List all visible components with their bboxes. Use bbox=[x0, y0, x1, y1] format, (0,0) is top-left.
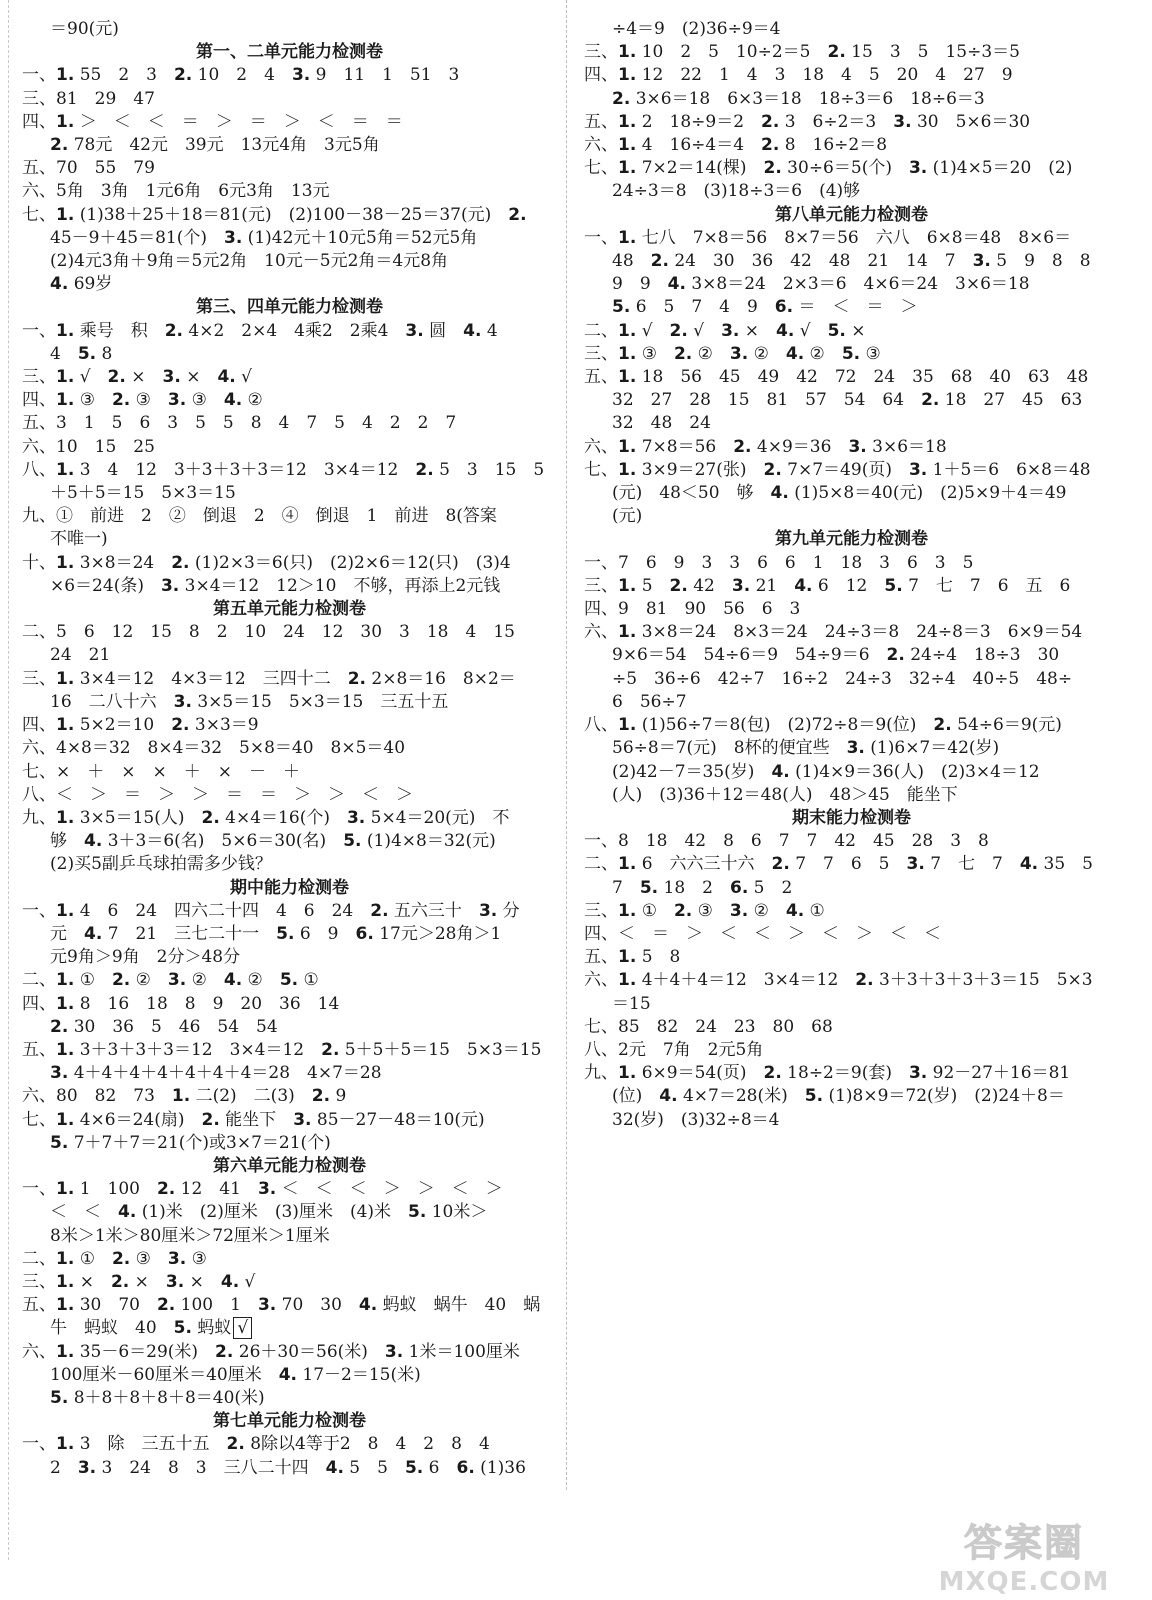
section-title: 第九单元能力检测卷 bbox=[775, 529, 928, 550]
answer-line: 4 5. 8 bbox=[50, 343, 113, 364]
answer-line: 九、① 前进 2 ② 倒退 2 ④ 倒退 1 前进 8(答案 bbox=[22, 506, 497, 527]
answer-line: 四、1. 8 16 18 8 9 20 36 14 bbox=[22, 993, 340, 1014]
answer-line: 不唯一) bbox=[50, 529, 108, 550]
section-title: 第三、四单元能力检测卷 bbox=[196, 297, 383, 318]
answer-line: 八、＜ ＞ ＝ ＞ ＞ ＝ ＝ ＞ ＞ ＜ ＞ bbox=[22, 784, 413, 805]
answer-line: 9 9 4. 3×8＝24 2×3＝6 4×6＝24 3×6＝18 bbox=[612, 274, 1030, 295]
answer-line: 牛 蚂蚁 40 5. 蚂蚁 √ bbox=[22, 1317, 557, 1340]
answer-line: 一、1. 乘号 积 2. 4×2 2×4 4乘2 2乘4 3. 圆 4. 4 bbox=[22, 320, 498, 341]
answer-line: 8米＞1米＞80厘米＞72厘米＞1厘米 bbox=[50, 1225, 330, 1246]
answer-line: 三、1. ① 2. ③ 3. ② 4. ① bbox=[584, 900, 825, 921]
answer-line: 48 2. 24 30 36 42 48 21 14 7 3. 5 9 8 8 bbox=[612, 251, 1091, 272]
left-column bbox=[22, 18, 557, 1480]
answer-line: 二、5 6 12 15 8 2 10 24 12 30 3 18 4 15 bbox=[22, 622, 515, 643]
answer-line: 五、1. 30 70 2. 100 1 3. 70 30 4. 蚂蚁 蜗牛 40 蜗 bbox=[22, 1295, 541, 1316]
answer-line: 24 21 bbox=[50, 645, 111, 666]
answer-line: 四、1. 5×2＝10 2. 3×3＝9 bbox=[22, 715, 259, 736]
answer-line: 5. 8＋8＋8＋8＋8＝40(米) bbox=[50, 1387, 265, 1408]
section-title: 第五单元能力检测卷 bbox=[213, 599, 366, 620]
answer-line: 三、81 29 47 bbox=[22, 88, 155, 109]
answer-line: 三、1. 5 2. 42 3. 21 4. 6 12 5. 7 七 7 6 五 6 bbox=[584, 575, 1071, 596]
answer-line: (位) 4. 4×7＝28(米) 5. (1)8×9＝72(岁) (2)24＋8＝ bbox=[612, 1086, 1065, 1107]
answer-line: (2)买5副乒乓球拍需多少钱？ bbox=[50, 854, 272, 875]
section-title: 期末能力检测卷 bbox=[792, 807, 911, 828]
answer-line: 9×6＝54 54÷6＝9 54÷9＝6 2. 24÷4 18÷3 30 bbox=[612, 645, 1060, 666]
answer-line: 2 3. 3 24 8 3 三八二十四 4. 5 5 5. 6 6. (1)36 bbox=[50, 1457, 526, 1478]
answer-line: 八、1. (1)56÷7＝8(包) (2)72÷8＝9(位) 2. 54÷6＝9(元) bbox=[584, 715, 1062, 736]
answer-line: 四、1. ＞ ＜ ＜ ＝ ＞ ＝ ＞ ＜ ＝ ＝ bbox=[22, 111, 403, 132]
answer-line: 三、1. × 2. × 3. × 4. √ bbox=[22, 1271, 256, 1292]
answer-line: 4. 69岁 bbox=[50, 274, 113, 295]
answer-line: 五、1. 18 56 45 49 42 72 24 35 68 40 63 48 bbox=[584, 367, 1089, 388]
watermark-bottom-text: MXQE.COM bbox=[938, 1567, 1110, 1597]
answer-line: 24÷3＝8 (3)18÷3＝6 (4)够 bbox=[612, 181, 861, 202]
watermark-logo bbox=[924, 1512, 1124, 1597]
answer-line: 四、＜ ＝ ＞ ＜ ＜ ＞ ＜ ＞ ＜ ＜ bbox=[584, 923, 941, 944]
answer-line: 一、8 18 42 8 6 7 7 42 45 28 3 8 bbox=[584, 831, 989, 852]
answer-line: ＝90(元) bbox=[50, 19, 119, 39]
answer-line: 7 5. 18 2 6. 5 2 bbox=[612, 877, 793, 898]
answer-line: 七、1. 7×2＝14(棵) 2. 30÷6＝5(个) 3. (1)4×5＝20 (2) bbox=[584, 158, 1073, 179]
answer-line: 四、9 81 90 56 6 3 bbox=[584, 599, 801, 620]
answer-line: 一、7 6 9 3 3 6 6 1 18 3 6 3 5 bbox=[584, 552, 974, 573]
answer-line: 五、1. 2 18÷9＝2 2. 3 6÷2＝3 3. 30 5×6＝30 bbox=[584, 111, 1031, 132]
right-column bbox=[584, 18, 1119, 1132]
answer-line: 六、5角 3角 1元6角 6元3角 13元 bbox=[22, 181, 330, 202]
section-title: 期中能力检测卷 bbox=[230, 877, 349, 898]
answer-line: 2. 78元 42元 39元 13元4角 3元5角 bbox=[50, 135, 380, 156]
answer-line: 三、1. ③ 2. ② 3. ② 4. ② 5. ③ bbox=[584, 343, 881, 364]
answer-line: 五、70 55 79 bbox=[22, 158, 155, 179]
answer-line: 十、1. 3×8＝24 2. (1)2×3＝6(只) (2)2×6＝12(只) (3)4 bbox=[22, 552, 511, 573]
answer-line: ＜ ＜ 4. (1)米 (2)厘米 (3)厘米 (4)米 5. 10米＞ bbox=[50, 1202, 488, 1223]
section-title: 第七单元能力检测卷 bbox=[213, 1411, 366, 1432]
answer-line: 八、2元 7角 2元5角 bbox=[584, 1039, 764, 1060]
answer-line: 九、1. 3×5＝15(人) 2. 4×4＝16(个) 3. 5×4＝20(元) 不 bbox=[22, 807, 510, 828]
answer-line: (人) (3)36＋12＝48(人) 48＞45 能坐下 bbox=[612, 784, 958, 805]
answer-line: (元) bbox=[612, 506, 643, 527]
section-title: 第一、二单元能力检测卷 bbox=[196, 42, 383, 63]
answer-line: 五、1. 5 8 bbox=[584, 947, 681, 968]
answer-line: 三、1. 10 2 5 10÷2＝5 2. 15 3 5 15÷3＝5 bbox=[584, 42, 1020, 63]
answer-line: 一、1. 55 2 3 2. 10 2 4 3. 9 11 1 51 3 bbox=[22, 65, 460, 86]
binding-edge-rule bbox=[8, 0, 9, 1560]
answer-line: 六、1. 7×8＝56 2. 4×9＝36 3. 3×6＝18 bbox=[584, 436, 947, 457]
answer-line: 一、1. 3 除 三五十五 2. 8除以4等于2 8 4 2 8 4 bbox=[22, 1434, 490, 1455]
answer-line: 56÷8＝7(元) 8杯的便宜些 3. (1)6×7＝42(岁) bbox=[612, 738, 1000, 759]
answer-line: 16 二八十六 3. 3×5＝15 5×3＝15 三五十五 bbox=[50, 691, 449, 712]
answer-line: 四、1. ③ 2. ③ 3. ③ 4. ② bbox=[22, 390, 263, 411]
answer-line: (2)42－7＝35(岁) 4. (1)4×9＝36(人) (2)3×4＝12 bbox=[612, 761, 1040, 782]
answer-line: 二、1. 6 六六三十六 2. 7 7 6 5 3. 7 七 7 4. 35 5 bbox=[584, 854, 1093, 875]
answer-line: 够 4. 3＋3＝6(名) 5×6＝30(名) 5. (1)4×8＝32(元) bbox=[50, 831, 496, 852]
section-title: 第八单元能力检测卷 bbox=[775, 204, 928, 225]
answer-line: 3. 4＋4＋4＋4＋4＋4＋4＝28 4×7＝28 bbox=[50, 1063, 382, 1084]
answer-line: 九、1. 6×9＝54(页) 2. 18÷2＝9(套) 3. 92－27＋16＝81 bbox=[584, 1063, 1071, 1084]
answer-line: 二、1. √ 2. √ 3. × 4. √ 5. × bbox=[584, 320, 866, 341]
answer-line: 七、85 82 24 23 80 68 bbox=[584, 1016, 833, 1037]
watermark-top-text: 答案圈 bbox=[963, 1521, 1084, 1565]
answer-line: 三、1. √ 2. × 3. × 4. √ bbox=[22, 367, 252, 388]
answer-line: 32 27 28 15 81 57 54 64 2. 18 27 45 63 bbox=[612, 390, 1083, 411]
answer-line: ＝15 bbox=[612, 993, 651, 1014]
answer-line: 七、1. 3×9＝27(张) 2. 7×7＝49(页) 3. 1＋5＝6 6×8＝48 bbox=[584, 459, 1091, 480]
column-divider bbox=[566, 0, 567, 1490]
answer-line: 一、1. 七八 7×8＝56 8×7＝56 六八 6×8＝48 8×6＝ bbox=[584, 227, 1072, 248]
answer-line: 八、1. 3 4 12 3＋3＋3＋3＝12 3×4＝12 2. 5 3 15 5 bbox=[22, 459, 545, 480]
answer-line: 元 4. 7 21 三七二十一 5. 6 9 6. 17元＞28角＞1 bbox=[50, 923, 502, 944]
answer-line: 六、80 82 73 1. 二(2) 二(3) 2. 9 bbox=[22, 1086, 347, 1107]
answer-line: 二、1. ① 2. ③ 3. ③ bbox=[22, 1248, 207, 1269]
answer-line: 2. 30 36 5 46 54 54 bbox=[50, 1016, 278, 1037]
answer-line: 32(岁) (3)32÷8＝4 bbox=[612, 1109, 780, 1130]
answer-line: 四、1. 12 22 1 4 3 18 4 5 20 4 27 9 bbox=[584, 65, 1013, 86]
answer-line: 六、1. 35－6＝29(米) 2. 26＋30＝56(米) 3. 1米＝100厘米 bbox=[22, 1341, 520, 1362]
answer-line: 5. 7＋7＋7＝21(个)或3×7＝21(个) bbox=[50, 1132, 331, 1153]
answer-line: 六、10 15 25 bbox=[22, 436, 155, 457]
answer-line: 2. 3×6＝18 6×3＝18 18÷3＝6 18÷6＝3 bbox=[612, 88, 985, 109]
answer-line: 六、4×8＝32 8×4＝32 5×8＝40 8×5＝40 bbox=[22, 738, 406, 759]
answer-line: ÷4＝9 (2)36÷9＝4 bbox=[612, 19, 781, 39]
answer-line: 六、1. 4＋4＋4＝12 3×4＝12 2. 3＋3＋3＋3＋3＝15 5×3 bbox=[584, 970, 1093, 991]
answer-line: 6 56÷7 bbox=[612, 691, 687, 712]
answer-line: 元9角＞9角 2分＞48分 bbox=[50, 947, 241, 968]
answer-line: 32 48 24 bbox=[612, 413, 711, 434]
answer-line: ＋5＋5＝15 5×3＝15 bbox=[50, 483, 236, 504]
answer-line: 100厘米－60厘米＝40厘米 4. 17－2＝15(米) bbox=[50, 1364, 421, 1385]
section-title: 第六单元能力检测卷 bbox=[213, 1155, 366, 1176]
answer-line: 45－9＋45＝81(个) 3. (1)42元＋10元5角＝52元5角 bbox=[50, 227, 478, 248]
answer-line: 三、1. 3×4＝12 4×3＝12 三四十二 2. 2×8＝16 8×2＝ bbox=[22, 668, 516, 689]
answer-line: 七、1. (1)38＋25＋18＝81(元) (2)100－38－25＝37(元) 2. bbox=[22, 204, 527, 225]
answer-line: (2)4元3角＋9角＝5元2角 10元－5元2角＝4元8角 bbox=[50, 251, 449, 272]
answer-line: 六、1. 3×8＝24 8×3＝24 24÷3＝8 24÷8＝3 6×9＝54 bbox=[584, 622, 1083, 643]
answer-line: 七、1. 4×6＝24(扇) 2. 能坐下 3. 85－27－48＝10(元) bbox=[22, 1109, 485, 1130]
answer-line: 六、1. 4 16÷4＝4 2. 8 16÷2＝8 bbox=[584, 135, 888, 156]
answer-line: 五、1. 3＋3＋3＋3＝12 3×4＝12 2. 5＋5＋5＝15 5×3＝15 bbox=[22, 1039, 542, 1060]
answer-line: ×6＝24(条) 3. 3×4＝12 12＞10 不够，再添上2元钱 bbox=[50, 575, 501, 596]
answer-line: 一、1. 1 100 2. 12 41 3. ＜ ＜ ＜ ＞ ＞ ＜ ＞ bbox=[22, 1179, 503, 1200]
answer-line: (元) 48＜50 够 4. (1)5×8＝40(元) (2)5×9＋4＝49 bbox=[612, 483, 1067, 504]
answer-line: 二、1. ① 2. ② 3. ② 4. ② 5. ① bbox=[22, 970, 319, 991]
answer-line: 七、× ＋ × × ＋ × － ＋ bbox=[22, 761, 300, 782]
answer-line: 一、1. 4 6 24 四六二十四 4 6 24 2. 五六三十 3. 分 bbox=[22, 900, 520, 921]
answer-line: ÷5 36÷6 42÷7 16÷2 24÷3 32÷4 40÷5 48÷ bbox=[612, 668, 1073, 689]
answer-line: 5. 6 5 7 4 9 6. ＝ ＜ ＝ ＞ bbox=[612, 297, 918, 318]
answer-line: 五、3 1 5 6 3 5 5 8 4 7 5 4 2 2 7 bbox=[22, 413, 457, 434]
